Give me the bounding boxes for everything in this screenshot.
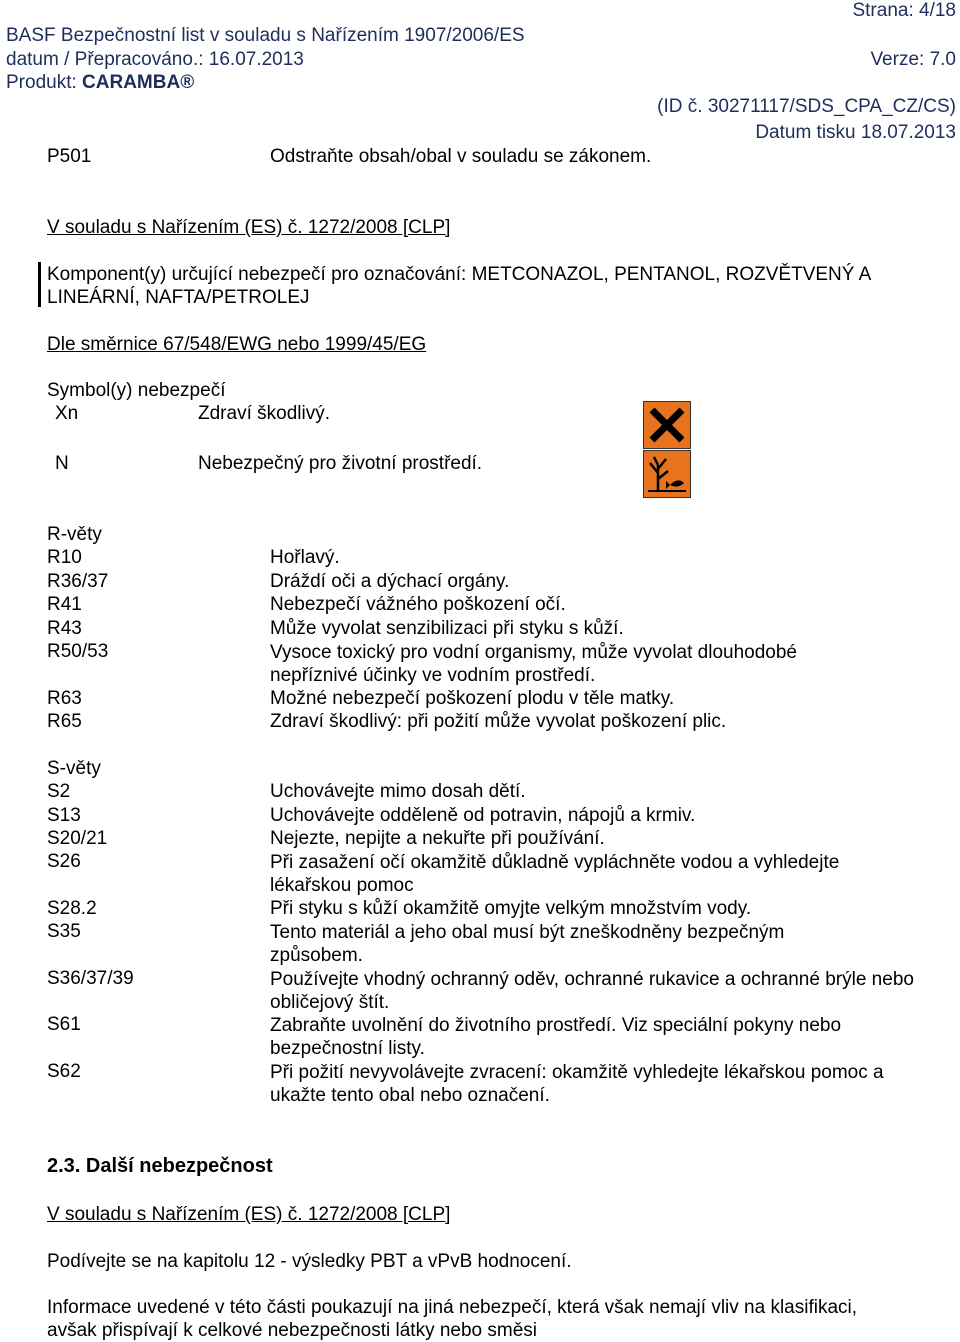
s-code: S28.2 (47, 898, 97, 919)
product-line (6, 72, 194, 94)
version: Verze: 7.0 (870, 49, 956, 70)
dead-tree-fish-icon (643, 450, 691, 498)
s-text: Uchovávejte mimo dosah dětí. (270, 781, 526, 802)
symbol-code-n: N (55, 453, 69, 474)
p501-code: P501 (47, 146, 92, 167)
info-line-1: Informace uvedené v této části poukazují na jiná nebezpečí, která však nemají vliv na klasifikaci, (47, 1297, 858, 1318)
s-text: Při požití nevyvolávejte zvracení: okamžitě vyhledejte lékařskou pomoc a ukažte tento obal nebo označení. (270, 1062, 884, 1106)
r-text: Nebezpečí vážného poškození očí. (270, 594, 566, 615)
s-text: Uchovávejte odděleně od potravin, nápojů a krmiv. (270, 805, 696, 826)
s-code: S36/37/39 (47, 968, 134, 989)
s-text: Používejte vhodný ochranný oděv, ochranné rukavice a ochranné brýle nebo obličejový štít. (270, 969, 914, 1013)
components-line-2: LINEÁRNÍ, NAFTA/PETROLEJ (47, 287, 310, 308)
info-line-2: avšak přispívají k celkové nebezpečnosti látky nebo směsi (47, 1320, 538, 1341)
page-number: Strana: 4/18 (852, 0, 956, 21)
clp-heading: V souladu s Nařízením (ES) č. 1272/2008 [CLP] (47, 217, 451, 238)
r-code: R41 (47, 594, 82, 615)
s-text: Zabraňte uvolnění do životního prostředí. Viz speciální pokyny nebo bezpečnostní listy. (270, 1015, 842, 1059)
s-code: S62 (47, 1061, 81, 1082)
r-phrases-title: R-věty (47, 524, 102, 545)
pbt-text: Podívejte se na kapitolu 12 - výsledky PBT a vPvB hodnocení. (47, 1251, 572, 1272)
r-text: Vysoce toxický pro vodní organismy, může vyvolat dlouhodobé nepříznivé účinky ve vodním prostředí. (270, 642, 797, 686)
document-id: (ID č. 30271117/SDS_CPA_CZ/CS) (657, 96, 956, 117)
s-code: S26 (47, 851, 81, 872)
p501-text: Odstraňte obsah/obal v souladu se zákonem. (270, 146, 652, 167)
components-line-1: Komponent(y) určující nebezpečí pro označování: METCONAZOL, PENTANOL, ROZVĚTVENÝ A (47, 264, 872, 285)
s-text: Nejezte, nepijte a nekuřte při používání. (270, 828, 605, 849)
s-text: Při zasažení očí okamžitě důkladně vypláchněte vodou a vyhledejte lékařskou pomoc (270, 852, 840, 896)
s-text: Při styku s kůží okamžitě omyjte velkým množstvím vody. (270, 898, 752, 919)
symbol-text-xn: Zdraví škodlivý. (198, 403, 330, 424)
section-2-3-title: 2.3. Další nebezpečnost (47, 1155, 273, 1177)
r-text: Možné nebezpečí poškození plodu v těle matky. (270, 688, 675, 709)
section-2-3-clp-heading: V souladu s Nařízením (ES) č. 1272/2008 [CLP] (47, 1204, 451, 1225)
product-label: Produkt: (6, 72, 83, 93)
s-code: S35 (47, 921, 81, 942)
symbols-title: Symbol(y) nebezpečí (47, 380, 226, 401)
print-date: Datum tisku 18.07.2013 (755, 122, 956, 143)
harmful-cross-icon (643, 401, 691, 449)
r-code: R10 (47, 547, 82, 568)
s-code: S61 (47, 1014, 81, 1035)
document-title: BASF Bezpečnostní list v souladu s Nařízením 1907/2006/ES (6, 25, 525, 46)
r-text: Dráždí oči a dýchací orgány. (270, 571, 510, 592)
r-code: R43 (47, 618, 82, 639)
s-code: S13 (47, 805, 81, 826)
change-bar (38, 262, 41, 307)
s-code: S20/21 (47, 828, 108, 849)
r-code: R36/37 (47, 571, 109, 592)
s-text: Tento materiál a jeho obal musí být zneškodněny bezpečným způsobem. (270, 922, 785, 966)
product-name: CARAMBA® (82, 72, 195, 93)
revision-date: datum / Přepracováno.: 16.07.2013 (6, 49, 304, 70)
symbol-text-n: Nebezpečný pro životní prostředí. (198, 453, 483, 474)
r-text: Může vyvolat senzibilizaci při styku s kůží. (270, 618, 624, 639)
r-code: R65 (47, 711, 82, 732)
r-text: Hořlavý. (270, 547, 340, 568)
s-code: S2 (47, 781, 71, 802)
r-text: Zdraví škodlivý: při požití může vyvolat poškození plic. (270, 711, 727, 732)
r-code: R63 (47, 688, 82, 709)
directive-heading: Dle směrnice 67/548/EWG nebo 1999/45/EG (47, 334, 427, 355)
r-code: R50/53 (47, 641, 109, 662)
symbol-code-xn: Xn (55, 403, 79, 424)
s-phrases-title: S-věty (47, 758, 101, 779)
